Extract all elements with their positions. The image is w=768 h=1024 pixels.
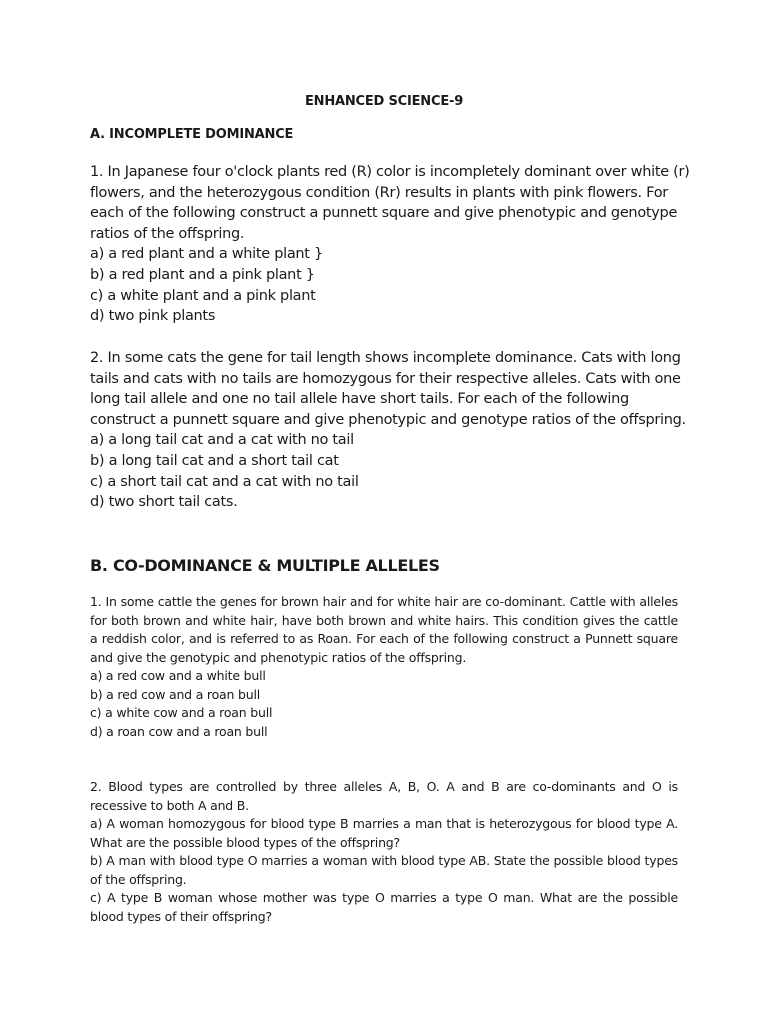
option-item: d) two short tail cats.	[90, 494, 238, 511]
option-item: b) a red plant and a pink plant }	[90, 266, 315, 283]
option-item: c) a white cow and a roan bull	[90, 705, 273, 720]
option-item: c) a white plant and a pink plant	[90, 287, 316, 304]
option-item: c) a short tail cat and a cat with no tail	[90, 473, 359, 490]
section-a-heading: A. INCOMPLETE DOMINANCE	[90, 127, 294, 142]
question-stem: 2. In some cats the gene for tail length shows incomplete dominance. Cats with long tails and cats with no tails are homozygous for their respective alleles. Cats with one long tail allele and one no tail allele have short tails. For each of the following construct a punnett square and give phenotypic and genotype ratios of the offspring.	[90, 350, 686, 428]
option-item: b) a long tail cat and a short tail cat	[90, 452, 339, 469]
option-item: d) two pink plants	[90, 308, 216, 325]
section-b-heading: B. CO-DOMINANCE & MULTIPLE ALLELES	[90, 556, 440, 575]
section-b-question-1	[90, 593, 678, 741]
section-a-question-1	[90, 162, 690, 327]
document-title: ENHANCED SCIENCE-9	[304, 94, 464, 109]
question-stem: 1. In some cattle the genes for brown hair and for white hair are co-dominant. Cattle with alleles for both brown and white hair, have both brown and white hairs. This condition gives the cattle a reddish color, and is referred to as Roan. For each of the following construct a Punnett square and give the genotypic and phenotypic ratios of the offspring.	[90, 594, 678, 665]
question-part: a) A woman homozygous for blood type B marries a man that is heterozygous for blood type A. What are the possible blood types of the offspring?	[90, 816, 678, 850]
question-part: b) A man with blood type O marries a woman with blood type AB. State the possible blood types of the offspring.	[90, 853, 678, 887]
option-item: d) a roan cow and a roan bull	[90, 723, 268, 739]
question-part: c) A type B woman whose mother was type O marries a type O man. What are the possible blood types of their offspring?	[90, 890, 678, 924]
question-stem: 2. Blood types are controlled by three alleles A, B, O. A and B are co-dominants and O is recessive to both A and B.	[90, 779, 678, 813]
section-a-question-2	[90, 348, 690, 513]
question-stem: 1. In Japanese four o'clock plants red (R) color is incompletely dominant over white (r) flowers, and the heterozygous condition (Rr) results in plants with pink flowers. For each of the following construct a punnett square and give phenotypic and genotype ratios of the offspring.	[90, 164, 690, 242]
section-b-question-2	[90, 778, 678, 926]
option-item: b) a red cow and a roan bull	[90, 686, 260, 702]
option-item: a) a red plant and a white plant }	[90, 246, 323, 263]
option-item: a) a long tail cat and a cat with no tail	[90, 432, 354, 449]
option-item: a) a red cow and a white bull	[90, 668, 266, 683]
